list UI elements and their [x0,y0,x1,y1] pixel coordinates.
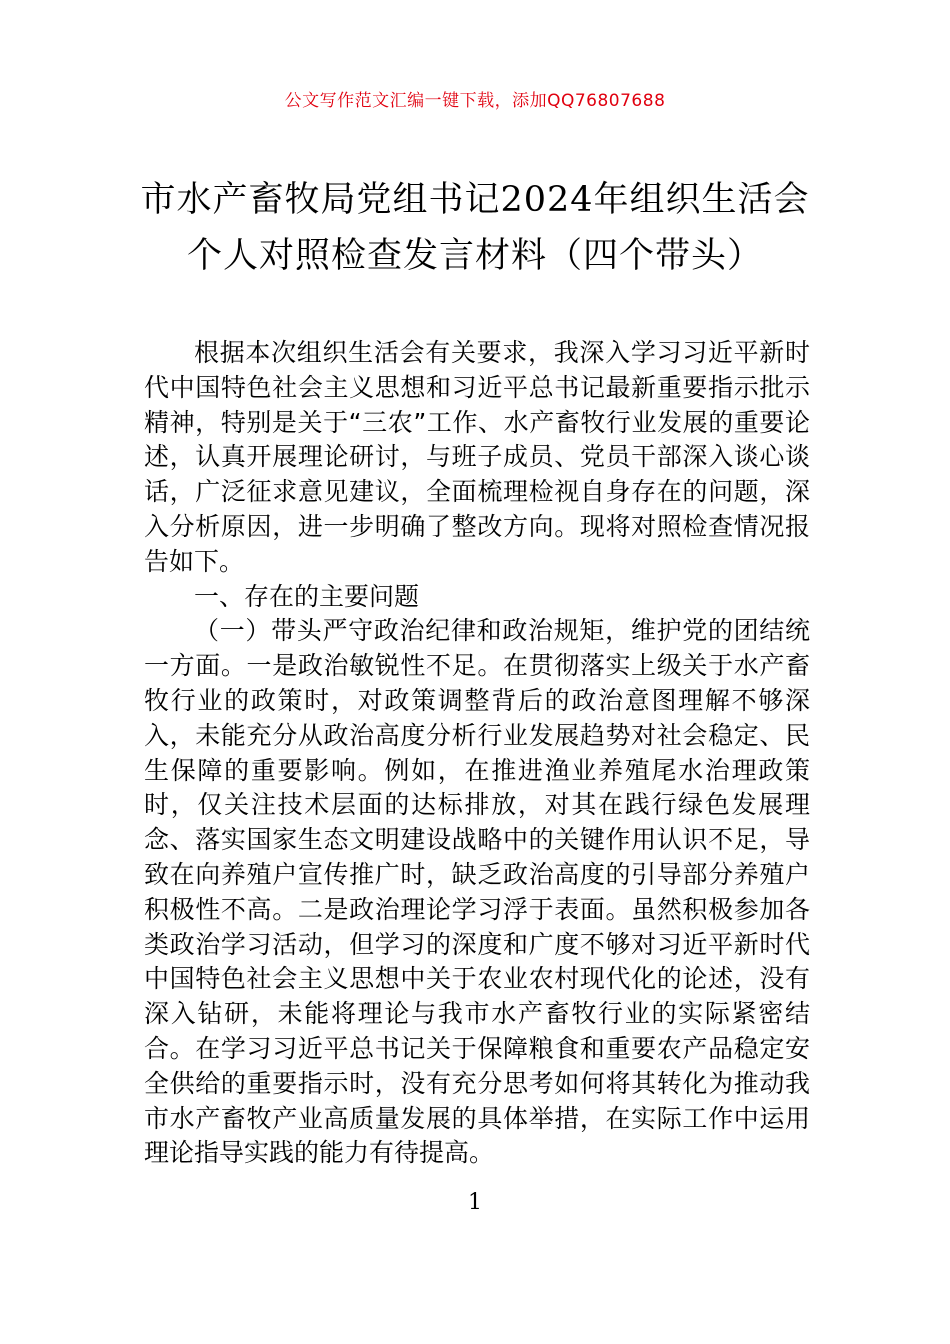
intro-paragraph: 根据本次组织生活会有关要求，我深入学习习近平新时代中国特色社会主义思想和习近平总书记最新重要指示批示精神，特别是关于“三农”工作、水产畜牧行业发展的重要论述，认真开展理论研讨，与班子成员、党员干部深入谈心谈话，广泛征求意见建议，全面梳理检视自身存在的问题，深入分析原因，进一步明确了整改方向。现将对照检查情况报告如下。 [144,338,810,576]
section-heading: 一、存在的主要问题 [194,581,420,611]
document-title-line-2: 个人对照检查发言材料（四个带头） [186,236,763,276]
section-paragraph: （一）带头严守政治纪律和政治规矩，维护党的团结统一方面。一是政治敏锐性不足。在贯彻落实上级关于水产畜牧行业的政策时，对政策调整背后的政治意图理解不够深入，未能充分从政治高度分析行业发展趋势对社会稳定、民生保障的重要影响。例如，在推进渔业养殖尾水治理政策时，仅关注技术层面的达标排放，对其在践行绿色发展理念、落实国家生态文明建设战略中的关键作用认识不足，导致在向养殖户宣传推广时，缺乏政治高度的引导部分养殖户积极性不高。二是政治理论学习浮于表面。虽然积极参加各类政治学习活动，但学习的深度和广度不够对习近平新时代中国特色社会主义思想中关于农业农村现代化的论述，没有深入钻研，未能将理论与我市水产畜牧行业的实际紧密结合。在学习习近平总书记关于保障粮食和重要农产品稳定安全供给的重要指示时，没有充分思考如何将其转化为推动我市水产畜牧产业高质量发展的具体举措，在实际工作中运用理论指导实践的能力有待提高。 [144,616,810,1168]
page-number: 1 [468,1190,482,1215]
document-title-line-1: 市水产畜牧局党组书记2024年组织生活会 [140,180,810,220]
document-body [144,336,810,1171]
watermark-banner: 公文写作范文汇编一键下载，添加QQ76807688 [284,91,666,111]
